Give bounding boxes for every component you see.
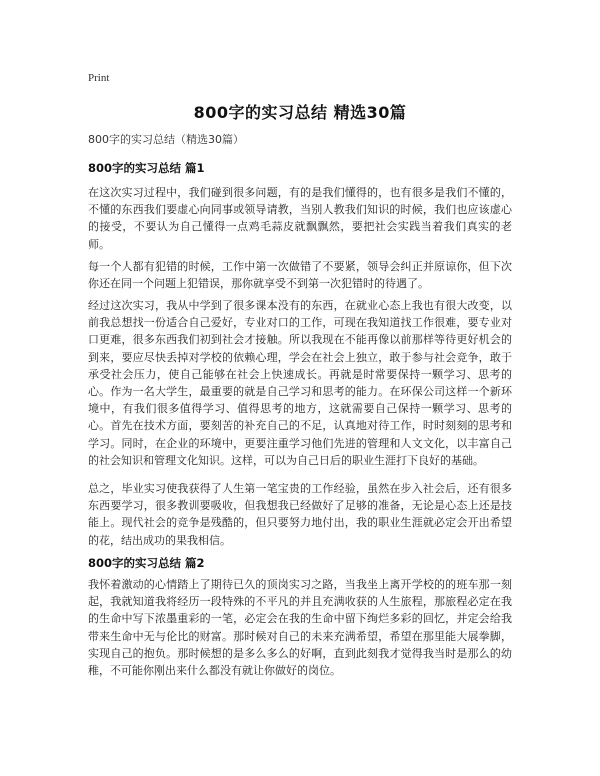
- section-1-paragraph-3: 经过这次实习，我从中学到了很多课本没有的东西，在就业心态上我也有很大改变，以前我总想找一份适合自己爱好，专业对口的工作，可现在我知道找工作很难，要专业对口更难，很多东西我们初到社会才接触。所以我现在不能再像以前那样等待更好机会的到来，要应尽快丢掉对学校的依赖心理，学会在社会上独立，敢于参与社会竞争，敢于承受社会压力，使自己能够在社会上快速成长。再就是时常要保持一颗学习、思考的心。作为一名大学生，最重要的就是自己学习和思考的能力。在环保公司这样一个新环境中，有我们很多值得学习、值得思考的地方，这就需要自己保持一颗学习、思考的心。首先在技术方面，要刻苦的补充自己的不足，认真地对待工作，时时刻刻的思考和学习。同时，在企业的环境中，更要注重学习他们先进的管理和人文文化，以丰富自己的社会知识和管理文化知识。这样，可以为自己日后的职业生涯打下良好的基础。: [88, 299, 512, 467]
- section-1-paragraph-4: 总之，毕业实习使我获得了人生第一笔宝贵的工作经验，虽然在步入社会后，还有很多东西要学习，很多教训要吸收，但我想我已经做好了足够的准备，无论是心态上还是技能上。现代社会的竞争是残酷的，但只要努力地付出，我的职业生涯就必定会开出希望的花，结出成功的果我相信。: [88, 482, 512, 547]
- document-title: 800字的实习总结 精选30篇: [193, 103, 407, 122]
- section-1-paragraph-2: 每一个人都有犯错的时候，工作中第一次做错了不要紧，领导会纠正并原谅你，但下次你还在同一个问题上犯错误，那你就享受不到第一次犯错时的待遇了。: [88, 260, 512, 291]
- section-heading-1: 800字的实习总结 篇1: [88, 161, 205, 175]
- section-heading-2: 800字的实习总结 篇2: [88, 556, 205, 570]
- print-link[interactable]: Print: [88, 72, 110, 84]
- section-2-paragraph-1: 我怀着激动的心情踏上了期待已久的顶岗实习之路，当我坐上离开学校的的班车那一刻起，我就知道我将经历一段特殊的不平凡的并且充满收获的人生旅程，那旅程必定在我的生命中写下浓墨重彩的一笔，必定会在我的生命中留下绚烂多彩的回忆，并定会给我带来生命中无与伦比的财富。那时候对自己的未来充满希望，希望在那里能大展拳脚，实现自己的抱负。那时候想的是多么多么的好啊，直到此刻我才觉得我当时是那么的幼稚，不可能你刚出来什么都没有就让你做好的岗位。: [88, 578, 512, 678]
- document-subtitle: 800字的实习总结（精选30篇）: [88, 133, 244, 146]
- section-1-paragraph-1: 在这次实习过程中，我们碰到很多问题，有的是我们懂得的，也有很多是我们不懂的，不懂的东西我们要虚心向同事或领导请教，当别人教我们知识的时候，我们也应该虚心的接受，不要认为自己懂得一点鸡毛蒜皮就飘飘然，要把社会实践当着我们真实的老师。: [88, 186, 512, 251]
